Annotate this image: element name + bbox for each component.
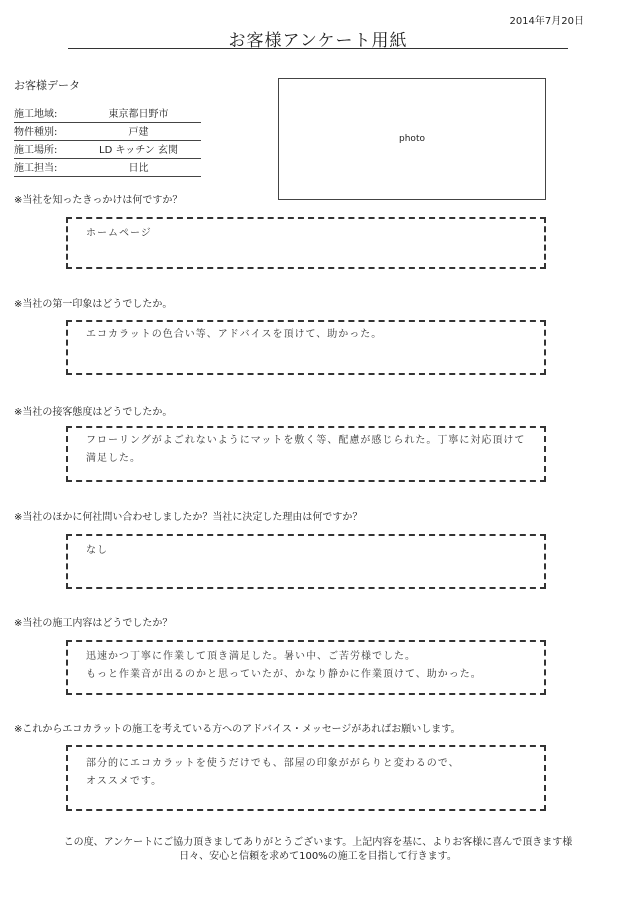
answer-box-2 [66, 320, 546, 375]
question-1: ※当社を知ったきっかけは何ですか？ [14, 195, 183, 206]
staff-label: 施工担当: [14, 163, 58, 174]
photo-placeholder [278, 78, 546, 200]
question-2: ※当社の第一印象はどうでしたか。 [14, 299, 173, 310]
page-title: お客様アンケート用紙 [228, 31, 408, 51]
closing-message [0, 836, 636, 864]
closing-line-2: 日々、安心と信頼を求めて100%の施工を目指して行きます。 [179, 851, 457, 862]
answer-text-1 [86, 225, 532, 243]
area-label: 施工地域: [14, 109, 58, 120]
customer-row-property-type [14, 125, 201, 141]
answer-box-5 [66, 640, 546, 695]
title-underline [68, 48, 568, 49]
question-6: ※これからエコカラットの施工を考えている方へのアドバイス・メッセージがあればお願いします。 [14, 724, 461, 735]
answer-2-line-1: エコカラットの色合い等、アドバイスを頂けて、助かった。 [86, 329, 383, 340]
answer-box-1 [66, 217, 546, 269]
question-5: ※当社の施工内容はどうでしたか？ [14, 618, 173, 629]
answer-text-2 [86, 326, 532, 344]
answer-6-line-2: オススメです。 [86, 776, 163, 787]
location-label: 施工場所: [14, 145, 58, 156]
question-4: ※当社のほかに何社問い合わせしましたか？当社に決定した理由は何ですか？ [14, 512, 363, 523]
answer-5-line-2: もっと作業音が出るのかと思っていたが、かなり静かに作業頂けて、助かった。 [86, 669, 482, 680]
answer-text-3 [86, 432, 532, 468]
answer-3-line-2: 満足した。 [86, 453, 141, 464]
answer-5-line-1: 迅速かつ丁寧に作業して頂き満足した。暑い中、ご苦労様でした。 [86, 651, 416, 662]
customer-row-area [14, 107, 201, 123]
question-3: ※当社の接客態度はどうでしたか。 [14, 407, 173, 418]
answer-1-line-1: ホームページ [86, 228, 152, 239]
customer-row-location [14, 143, 201, 159]
answer-3-line-1: フローリングがよごれないようにマットを敷く等、配慮が感じられた。丁寧に対応頂けて [86, 435, 526, 446]
location-value: LD キッチン 玄関 [99, 145, 178, 156]
closing-line-1: この度、アンケートにご協力頂きましてありがとうございます。上記内容を基に、よりお客様に喜んで頂きます様 [63, 837, 573, 848]
area-value: 東京都日野市 [108, 109, 169, 120]
customer-data-heading: お客様データ [14, 79, 80, 92]
customer-data-table [14, 107, 201, 179]
answer-4-line-1: なし [86, 545, 108, 556]
property-type-value: 戸建 [128, 127, 149, 138]
customer-row-staff [14, 161, 201, 177]
photo-label: photo [399, 134, 425, 144]
answer-6-line-1: 部分的にエコカラットを使うだけでも、部屋の印象ががらりと変わるので、 [86, 758, 460, 769]
answer-box-3 [66, 426, 546, 482]
staff-value: 日比 [128, 163, 149, 174]
answer-text-5 [86, 648, 532, 684]
answer-text-6 [86, 755, 532, 791]
answer-box-4 [66, 534, 546, 589]
property-type-label: 物件種別: [14, 127, 58, 138]
answer-text-4 [86, 542, 532, 560]
answer-box-6 [66, 745, 546, 811]
survey-date: 2014年7月20日 [509, 16, 584, 27]
